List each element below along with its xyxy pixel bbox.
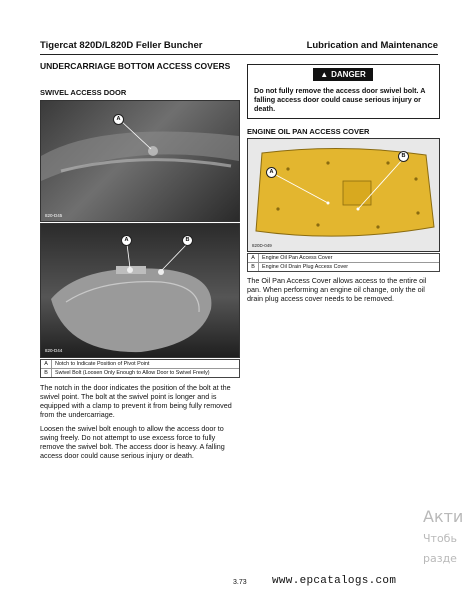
watermark-line-2: Чтобь [423,532,457,545]
danger-text: Do not fully remove the access door swivel bolt. A falling access door could cause serious injury or death. [254,86,426,113]
oil-pan-cover-art [248,139,439,251]
oil-pan-paragraph: The Oil Pan Access Cover allows access to the entire oil pan. When performing an engine oil change, only the oil drain plug access cover needs to be removed. [247,276,427,303]
warning-triangle-icon: ▲ [320,70,329,79]
legend-key: B [248,263,259,271]
swivel-door-photo-1 [40,100,240,222]
fig2-callout-b: B [182,235,193,246]
danger-badge [313,68,373,81]
legend-key: A [248,254,259,262]
swivel-door-photo-2-art [41,224,239,357]
notch-paragraph: The notch in the door indicates the position of the bolt at the swivel point. The bolt at the swivel point is longer and is equipped with a clamp to prevent it from being fully removed from the undercarriage. [40,383,232,419]
legend-key: A [41,360,52,368]
fig2-code: 820-D44 [45,348,63,353]
swivel-door-photo-1-art [41,101,239,221]
fig2-callout-a: A [121,235,132,246]
engine-legend [247,253,440,272]
watermark-line-1: Акти [423,507,464,526]
fig3-callout-b: B [398,151,409,162]
loosen-paragraph: Loosen the swivel bolt enough to allow the access door to swing freely. Do not attempt to use excess force to fully remove the swivel bolt. The access door is heavy. A falling access door could cause serious injury or death. [40,424,225,460]
swivel-door-photo-2 [40,223,240,358]
swivel-subtitle: SWIVEL ACCESS DOOR [40,88,127,97]
legend-row [41,369,239,377]
fig3-callout-a: A [266,167,277,178]
fig3-code: 820D-049 [252,243,272,248]
section-title: UNDERCARRIAGE BOTTOM ACCESS COVERS [40,61,231,71]
legend-key: B [41,369,52,377]
legend-row [248,263,439,271]
header-left-title: Tigercat 820D/L820D Feller Buncher [40,40,203,51]
legend-desc: Engine Oil Pan Access Cover [262,255,333,261]
watermark-line-3: разде [423,552,457,565]
engine-section-title: ENGINE OIL PAN ACCESS COVER [247,127,370,136]
header-rule [40,54,438,55]
header-right-title: Lubrication and Maintenance [306,40,438,51]
fig1-code: 820-D45 [45,213,63,218]
fig1-callout-a: A [113,114,124,125]
legend-row [248,254,439,263]
danger-label: DANGER [331,70,366,79]
legend-desc: Engine Oil Drain Plug Access Cover [262,264,348,270]
page-number: 3.73 [233,579,247,586]
legend-row [41,360,239,369]
legend-desc: Notch to Indicate Position of Pivot Point [55,361,150,367]
oil-pan-cover-photo [247,138,440,252]
site-watermark-link[interactable]: www.epcatalogs.com [272,575,397,587]
danger-box [247,64,440,119]
swivel-legend [40,359,240,378]
legend-desc: Swivel Bolt (Loosen Only Enough to Allow Door to Swivel Freely) [55,370,210,376]
